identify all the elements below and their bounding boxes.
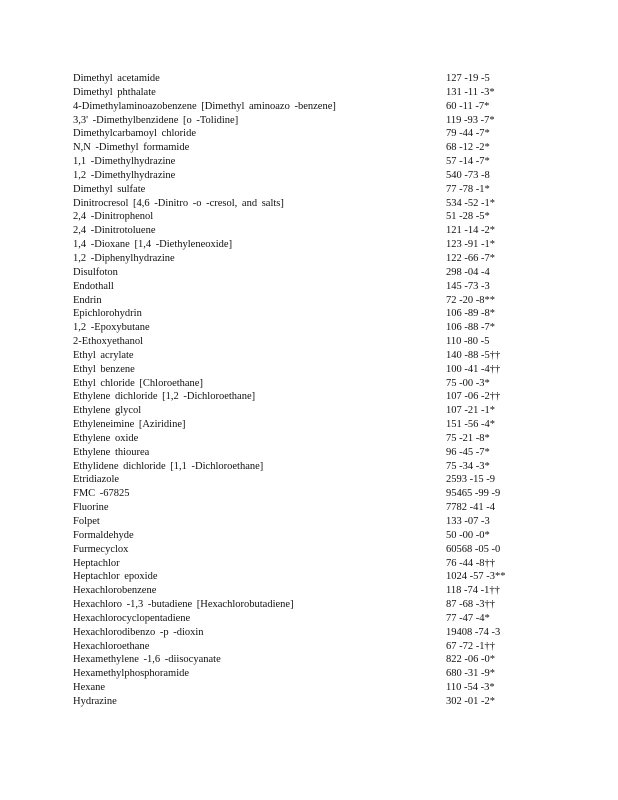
chemical-name: Ethylene glycol <box>73 405 142 417</box>
chemical-name: Fluorine <box>73 502 109 514</box>
chemical-name: Endrin <box>73 294 102 306</box>
cas-number: 140 -88 -5†† <box>446 349 501 361</box>
chemical-name: Disulfoton <box>73 266 118 278</box>
chemical-row <box>73 238 523 252</box>
cas-number: 76 -44 -8†† <box>446 557 495 569</box>
cas-number: 118 -74 -1†† <box>446 585 500 597</box>
chemical-row <box>73 446 523 460</box>
chemical-row <box>73 252 523 266</box>
chemical-name: Ethylene oxide <box>73 432 139 444</box>
chemical-row <box>73 127 523 141</box>
chemical-row <box>73 294 523 308</box>
cas-number: 107 -21 -1* <box>446 405 495 417</box>
chemical-row <box>73 224 523 238</box>
chemical-name: Hexachlorocyclopentadiene <box>73 612 191 624</box>
chemical-name: Dinitrocresol [4,6 -Dinitro -o -cresol, and salts] <box>73 197 284 209</box>
cas-number: 540 -73 -8 <box>446 169 490 181</box>
cas-number: 133 -07 -3 <box>446 516 490 527</box>
chemical-name: Hydrazine <box>73 695 117 707</box>
cas-number: 19408 -74 -3 <box>446 626 501 638</box>
chemical-row <box>73 86 523 100</box>
cas-number: 67 -72 -1†† <box>446 640 495 652</box>
chemical-row <box>73 321 523 335</box>
chemical-row <box>73 681 523 695</box>
chemical-name: FMC -67825 <box>73 488 130 500</box>
chemical-name: Hexachloroethane <box>73 640 150 652</box>
chemical-row <box>73 473 523 487</box>
chemical-name: 1,4 -Dioxane [1,4 -Diethyleneoxide] <box>73 239 233 251</box>
chemical-name: Ethylene dichloride [1,2 -Dichloroethane] <box>73 391 256 403</box>
chemical-row <box>73 114 523 128</box>
cas-number: 302 -01 -2* <box>446 695 495 707</box>
cas-number: 95465 -99 -9 <box>446 488 501 500</box>
chemical-row <box>73 667 523 681</box>
chemical-row <box>73 432 523 446</box>
chemical-name: 2,4 -Dinitrotoluene <box>73 225 156 237</box>
chemical-name: Dimethyl phthalate <box>73 86 156 98</box>
cas-number: 145 -73 -3 <box>446 280 490 292</box>
cas-number: 7782 -41 -4 <box>446 502 495 514</box>
chemical-list <box>73 72 523 709</box>
cas-number: 87 -68 -3†† <box>446 599 495 611</box>
chemical-row <box>73 501 523 515</box>
chemical-row <box>73 529 523 543</box>
cas-number: 96 -45 -7* <box>446 446 490 458</box>
chemical-row <box>73 197 523 211</box>
chemical-row <box>73 626 523 640</box>
chemical-row <box>73 557 523 571</box>
cas-number: 106 -89 -8* <box>446 308 495 320</box>
cas-number: 122 -66 -7* <box>446 252 495 264</box>
cas-number: 51 -28 -5* <box>446 211 490 223</box>
cas-number: 121 -14 -2* <box>446 225 495 237</box>
cas-number: 50 -00 -0* <box>446 529 490 541</box>
cas-number: 680 -31 -9* <box>446 668 495 680</box>
chemical-row <box>73 100 523 114</box>
chemical-name: Hexachlorobenzene <box>73 585 157 597</box>
chemical-row <box>73 141 523 155</box>
cas-number: 68 -12 -2* <box>446 142 490 154</box>
chemical-name: 1,1 -Dimethylhydrazine <box>73 156 176 168</box>
cas-number: 77 -47 -4* <box>446 612 490 624</box>
cas-number: 100 -41 -4†† <box>446 363 501 375</box>
chemical-row <box>73 598 523 612</box>
cas-number: 79 -44 -7* <box>446 128 490 140</box>
chemical-name: 1,2 -Diphenylhydrazine <box>73 252 175 264</box>
cas-number: 110 -54 -3* <box>446 682 495 694</box>
chemical-row <box>73 487 523 501</box>
chemical-name: Heptachlor <box>73 557 120 569</box>
chemical-name: Dimethylcarbamoyl chloride <box>73 128 197 140</box>
chemical-name: Ethylene thiourea <box>73 446 150 458</box>
chemical-row <box>73 570 523 584</box>
chemical-row <box>73 210 523 224</box>
chemical-row <box>73 612 523 626</box>
chemical-row <box>73 377 523 391</box>
chemical-name: Hexane <box>73 682 106 694</box>
cas-number: 119 -93 -7* <box>446 114 495 126</box>
cas-number: 75 -21 -8* <box>446 432 490 444</box>
chemical-name: Ethyl chloride [Chloroethane] <box>73 377 203 389</box>
chemical-row <box>73 335 523 349</box>
chemical-row <box>73 515 523 529</box>
chemical-name: Heptachlor epoxide <box>73 571 158 583</box>
chemical-name: Ethylidene dichloride [1,1 -Dichloroethane] <box>73 460 264 472</box>
chemical-name: 3,3' -Dimethylbenzidene [o -Tolidine] <box>73 114 239 126</box>
chemical-name: 1,2 -Dimethylhydrazine <box>73 169 176 181</box>
chemical-name: N,N -Dimethyl formamide <box>73 142 190 154</box>
chemical-name: 1,2 -Epoxybutane <box>73 322 150 334</box>
cas-number: 77 -78 -1* <box>446 183 490 195</box>
chemical-name: Etridiazole <box>73 474 120 486</box>
chemical-name: Formaldehyde <box>73 529 134 541</box>
chemical-row <box>73 460 523 474</box>
chemical-name: Hexamethylphosphoramide <box>73 668 190 680</box>
chemical-row <box>73 155 523 169</box>
chemical-name: Endothall <box>73 280 114 292</box>
chemical-name: 2-Ethoxyethanol <box>73 336 143 348</box>
chemical-name: 2,4 -Dinitrophenol <box>73 211 154 223</box>
chemical-name: Hexachlorodibenzo -p -dioxin <box>73 626 204 638</box>
chemical-row <box>73 653 523 667</box>
chemical-name: 4-Dimethylaminoazobenzene [Dimethyl aminoazo -benzene] <box>73 100 336 112</box>
chemical-name: Hexachloro -1,3 -butadiene [Hexachlorobutadiene] <box>73 599 294 611</box>
cas-number: 60568 -05 -0 <box>446 543 501 555</box>
chemical-row <box>73 363 523 377</box>
cas-number: 72 -20 -8** <box>446 294 495 306</box>
chemical-row <box>73 543 523 557</box>
chemical-row <box>73 349 523 363</box>
chemical-row <box>73 390 523 404</box>
cas-number: 534 -52 -1* <box>446 197 495 209</box>
cas-number: 151 -56 -4* <box>446 419 495 431</box>
cas-number: 107 -06 -2†† <box>446 391 501 403</box>
cas-number: 298 -04 -4 <box>446 266 490 278</box>
cas-number: 1024 -57 -3** <box>446 571 506 583</box>
chemical-name: Ethyleneimine [Aziridine] <box>73 419 186 431</box>
cas-number: 127 -19 -5 <box>446 73 490 84</box>
chemical-row <box>73 418 523 432</box>
chemical-row <box>73 307 523 321</box>
cas-number: 131 -11 -3* <box>446 86 495 98</box>
chemical-row <box>73 404 523 418</box>
chemical-row <box>73 266 523 280</box>
chemical-name: Ethyl benzene <box>73 363 135 375</box>
cas-number: 123 -91 -1* <box>446 239 495 251</box>
cas-number: 75 -00 -3* <box>446 377 490 389</box>
cas-number: 110 -80 -5 <box>446 336 490 348</box>
cas-number: 106 -88 -7* <box>446 322 495 334</box>
chemical-row <box>73 72 523 86</box>
chemical-row <box>73 169 523 183</box>
chemical-row <box>73 640 523 654</box>
chemical-row <box>73 183 523 197</box>
chemical-name: Furmecyclox <box>73 543 129 555</box>
chemical-name: Ethyl acrylate <box>73 349 134 361</box>
cas-number: 2593 -15 -9 <box>446 474 495 486</box>
chemical-name: Dimethyl sulfate <box>73 183 146 195</box>
chemical-row <box>73 280 523 294</box>
chemical-name: Folpet <box>73 516 100 527</box>
cas-number: 60 -11 -7* <box>446 100 490 112</box>
cas-number: 57 -14 -7* <box>446 156 490 168</box>
cas-number: 75 -34 -3* <box>446 460 490 472</box>
chemical-row <box>73 695 523 709</box>
cas-number: 822 -06 -0* <box>446 654 495 666</box>
chemical-name: Dimethyl acetamide <box>73 73 160 84</box>
chemical-name: Hexamethylene -1,6 -diisocyanate <box>73 654 221 666</box>
chemical-row <box>73 584 523 598</box>
chemical-name: Epichlorohydrin <box>73 308 142 320</box>
